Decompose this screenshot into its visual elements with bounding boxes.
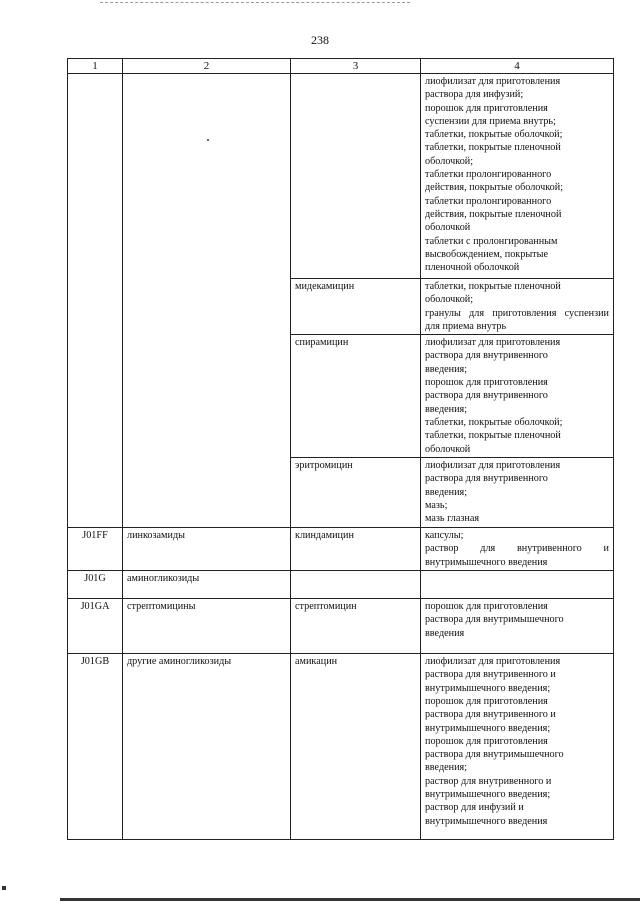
dosage-forms-cell [421,571,614,599]
medication-table [67,58,614,840]
drug-cell [291,74,421,279]
drug-cell: клиндамицин [291,528,421,571]
code-cell [68,74,123,528]
header-col-4: 4 [421,59,614,74]
table-row [68,571,614,599]
header-col-3: 3 [291,59,421,74]
code-cell: J01G [68,571,123,599]
drug-cell: амикацин [291,654,421,840]
group-cell: другие аминогликозиды [123,654,291,840]
group-cell: аминогликозиды [123,571,291,599]
header-col-2: 2 [123,59,291,74]
table-row [68,599,614,654]
dosage-forms-cell: лиофилизат для приготовления раствора для инфузий; порошок для приготовления суспензии для приема внутрь; таблетки, покрытые оболочкой; таблетки, покрытые пленочной оболочкой; таблетки пролонгированного действия, покрытые оболочкой; таблетки пролонгированного действия, покрытые пленочной оболочкой таблетки с пролонгированным высвобождением, покрытые пленочной оболочкой [421,74,614,279]
drug-cell [291,571,421,599]
drug-cell: стрептомицин [291,599,421,654]
code-cell: J01FF [68,528,123,571]
dosage-forms-cell: порошок для приготовления раствора для внутримышечного введения [421,599,614,654]
table-row [68,528,614,571]
table-row [68,74,614,279]
table-row [68,654,614,840]
corner-mark [2,886,6,890]
code-cell: J01GB [68,654,123,840]
code-cell: J01GA [68,599,123,654]
dosage-forms-cell: таблетки, покрытые пленочной оболочкой; гранулы для приготовления суспензии для приема внутрь [421,279,614,335]
drug-cell: спирамицин [291,335,421,458]
header-row [68,59,614,74]
drug-cell: мидекамицин [291,279,421,335]
dosage-forms-cell: лиофилизат для приготовления раствора для внутривенного введения; мазь; мазь глазная [421,458,614,528]
bottom-rule [60,898,640,901]
top-rule [100,2,410,3]
group-cell [123,74,291,528]
stray-dot [207,139,209,141]
group-cell: стрептомицины [123,599,291,654]
header-col-1: 1 [68,59,123,74]
page-number: 238 [311,33,329,47]
dosage-forms-cell: капсулы; раствор для внутривенного и внутримышечного введения [421,528,614,571]
dosage-forms-cell: лиофилизат для приготовления раствора для внутривенного и внутримышечного введения; порошок для приготовления раствора для внутривенного и внутримышечного введения; порошок для приготовления раствора для внутримышечного введения; раствор для внутривенного и внутримышечного введения; раствор для инфузий и внутримышечного введения [421,654,614,840]
group-cell: линкозамиды [123,528,291,571]
dosage-forms-cell: лиофилизат для приготовления раствора для внутривенного введения; порошок для приготовления раствора для внутривенного введения; таблетки, покрытые оболочкой; таблетки, покрытые пленочной оболочкой [421,335,614,458]
drug-cell: эритромицин [291,458,421,528]
